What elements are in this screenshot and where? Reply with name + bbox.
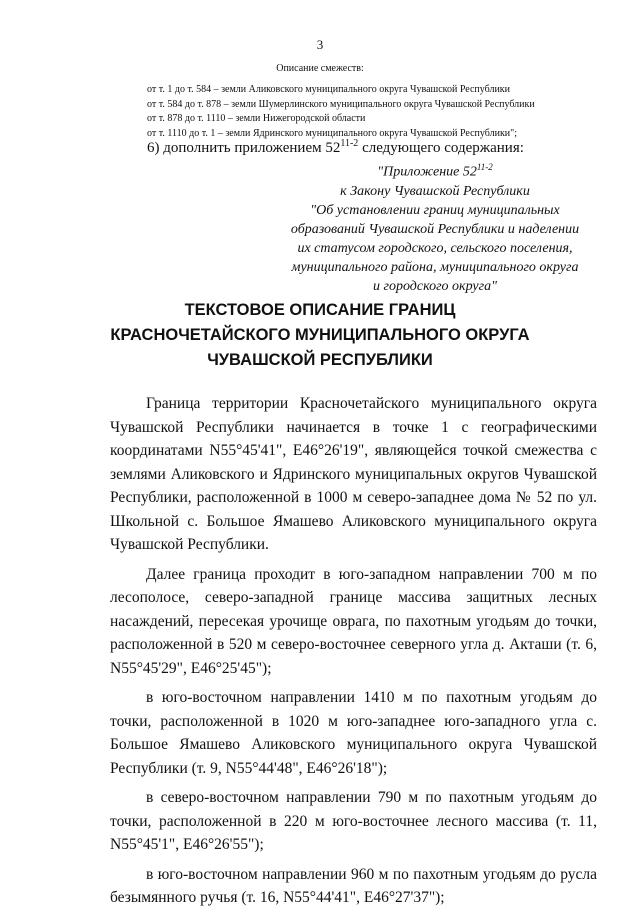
appendix-superscript: 11-2 [476, 162, 493, 172]
adjacency-item: от т. 1 до т. 584 – земли Аликовского муниципального округа Чувашской Республики [147, 84, 511, 95]
adjacency-list [147, 83, 607, 141]
page-number: 3 [316, 37, 324, 52]
heading-line: ТЕКСТОВОЕ ОПИСАНИЕ ГРАНИЦ [184, 301, 456, 319]
heading-line: ЧУВАШСКОЙ РЕСПУБЛИКИ [207, 351, 433, 369]
appendix-line: образований Чувашской Республики и наделении [290, 221, 580, 237]
amendment-text: 6) дополнить приложением 52 [147, 140, 341, 156]
appendix-line: их статусом городского, сельского поселения, [297, 240, 573, 256]
appendix-header [270, 158, 600, 296]
adjacency-item: от т. 878 до т. 1110 – земли Нижегородской области [147, 113, 366, 124]
adjacency-item: от т. 1110 до т. 1 – земли Ядринского муниципального округа Чувашской Республики"; [147, 127, 518, 139]
paragraph: в северо-восточном направлении 790 м по пахотным угодьям до точки, расположенной в 220 м юго-восточнее лесного массива (т. 11, N55°45'1", E46°26'55"); [110, 789, 597, 853]
section-heading [0, 298, 640, 373]
body-text [110, 392, 597, 916]
appendix-line: к Закону Чувашской Республики [340, 183, 530, 199]
amendment-line [147, 138, 524, 157]
appendix-line: "Об установлении границ муниципальных [310, 202, 560, 218]
adjacency-item: от т. 584 до т. 878 – земли Шумерлинского муниципального округа Чувашской Республики [147, 98, 535, 110]
adjacency-title: Описание смежеств: [276, 63, 364, 74]
paragraph: в юго-восточном направлении 1410 м по пахотным угодьям до точки, расположенной в 1020 м юго-западнее юго-западного угла с. Большое Ямашево Аликовского муниципального округа Чувашской Республики (т. 9, N55°44'48", E46°26'18"); [110, 689, 597, 777]
appendix-title [270, 158, 600, 182]
appendix-line: муниципального района, муниципального округа [291, 259, 579, 275]
heading-line: КРАСНОЧЕТАЙСКОГО МУНИЦИПАЛЬНОГО ОКРУГА [110, 326, 530, 344]
appendix-title-text: "Приложение 52 [377, 164, 477, 180]
amendment-text-end: следующего содержания: [358, 140, 524, 156]
paragraph: Далее граница проходит в юго-западном направлении 700 м по лесополосе, северо-западной границе массива защитных лесных насаждений, пересекая урочище оврага, по пахотным угодьям до точки, расположенной в 520 м северо-восточнее северного угла д. Акташи (т. 6, N55°45'29", E46°25'45"); [110, 565, 597, 677]
paragraph: Граница территории Красночетайского муниципального округа Чувашской Республики начинается в точке 1 с географическими координатами N55°45'41", E46°26'19", являющейся точкой смежества с землями Аликовского и Ядринского муниципальных округов Чувашской Республики, расположенной в 1000 м северо-западнее дома № 52 по ул. Школьной с. Большое Ямашево Аликовского муниципального округа Чувашской Республики. [110, 395, 597, 553]
amendment-superscript: 11-2 [340, 138, 359, 149]
appendix-line: и городского округа" [373, 278, 497, 294]
paragraph: в юго-восточном направлении 960 м по пахотным угодьям до русла безымянного ручья (т. 16, N55°44'41", E46°27'37"); [110, 865, 597, 906]
